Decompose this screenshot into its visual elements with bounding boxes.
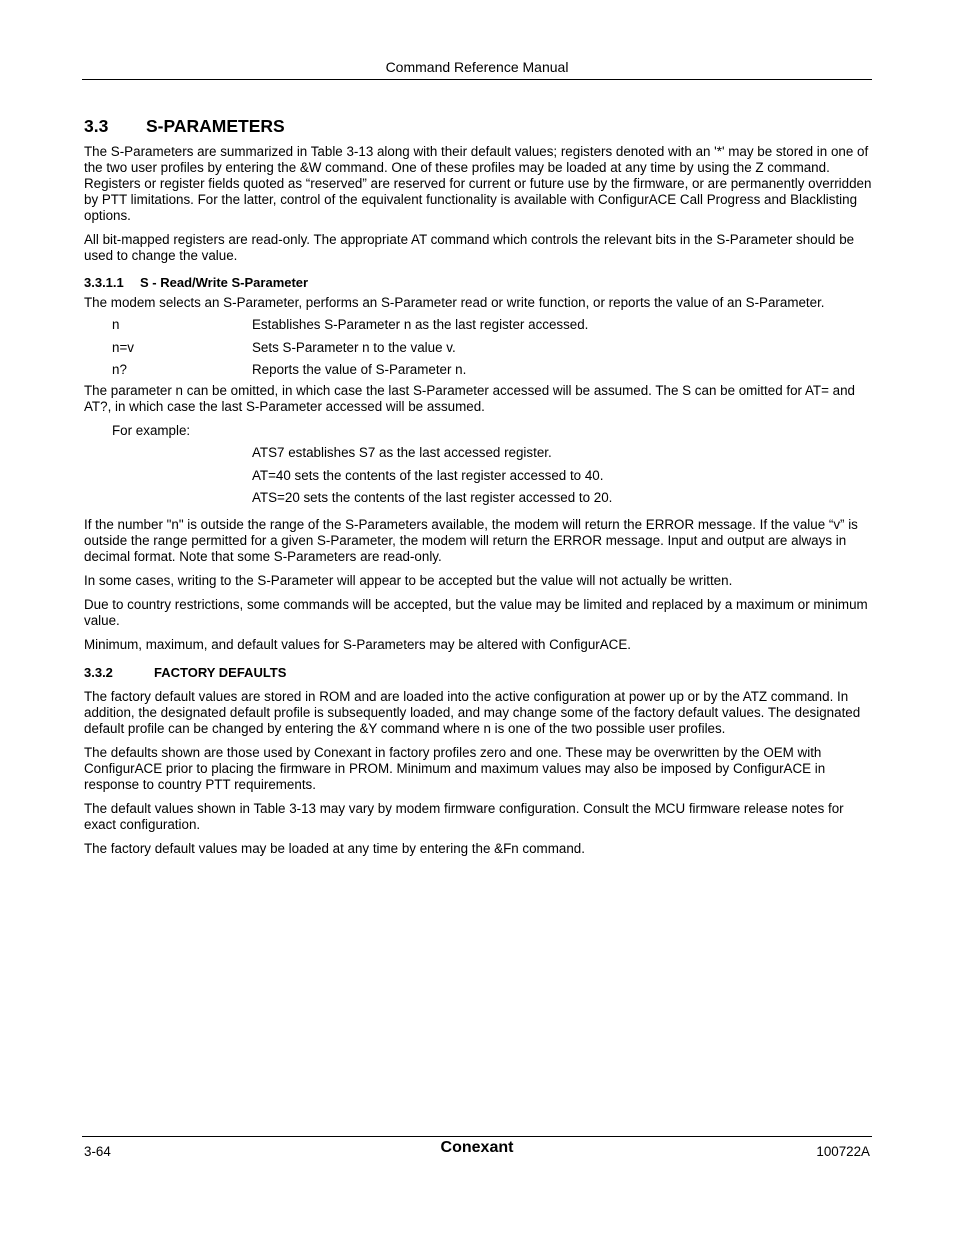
paragraph: All bit-mapped registers are read-only. The appropriate AT command which controls the relevant bits in the S-Parameter should be used to change the value. [84, 232, 855, 263]
page-content [84, 116, 872, 865]
footer-rule [82, 1136, 872, 1137]
paragraph: If the number "n" is outside the range of the S-Parameters available, the modem will return the ERROR message. If the value “v” is outside the range permitted for a given S-Parameter, the modem will return the ERROR message. Input and output are always in decimal format. Note that some S-Parameters are read-only. [84, 517, 858, 564]
subsection-heading [84, 275, 872, 291]
paragraph: The factory default values may be loaded at any time by entering the &Fn command. [84, 841, 585, 856]
paragraph: The parameter n can be omitted, in which case the last S-Parameter accessed will be assumed. The S can be omitted for AT= and AT?, in which case the last S-Parameter accessed will be assumed. [84, 383, 855, 414]
header-rule [82, 79, 872, 80]
definition-desc: Sets S-Parameter n to the value v. [252, 339, 456, 355]
paragraph: The factory default values are stored in ROM and are loaded into the active configuration at power up or by the ATZ command. In addition, the designated default profile is subsequently loaded, and may change some of the factory default values. The designated default profile can be changed by entering the &Y command where n is one of the two possible user profiles. [84, 689, 861, 736]
example-label: For example: [112, 423, 191, 438]
paragraph: The defaults shown are those used by Conexant in factory profiles zero and one. These may be overwritten by the OEM with ConfigurACE prior to placing the firmware in PROM. Minimum and maximum values may also be imposed by ConfigurACE in response to country PTT requirements. [84, 745, 826, 792]
paragraph: In some cases, writing to the S-Parameter will appear to be accepted but the value will not actually be written. [84, 573, 733, 588]
definition-list [112, 317, 872, 383]
definition-row [112, 340, 872, 363]
definition-term: n=v [112, 339, 134, 355]
definition-term: n? [112, 362, 127, 377]
example-line: ATS7 establishes S7 as the last accessed register. [252, 445, 552, 460]
subsection-number: 3.3.1.1 [84, 275, 124, 290]
paragraph: The S-Parameters are summarized in Table 3-13 along with their default values; registers denoted with an '*' may be stored in one of the two user profiles by entering the &W command. One of these profiles may be loaded at any time by using the Z command. Registers or register fields quoted as “reserved” are reserved for current or future use by the firmware, or are permanently overridden by PTT limitations. For the latter, control of the equivalent functionality is available with ConfigurACE Call Progress and Blacklisting options. [84, 144, 872, 223]
paragraph: Minimum, maximum, and default values for S-Parameters may be altered with ConfigurACE. [84, 637, 631, 652]
definition-row [112, 362, 872, 383]
definition-term: n [112, 317, 120, 332]
paragraph: The modem selects an S-Parameter, performs an S-Parameter read or write function, or reports the value of an S-Parameter. [84, 295, 825, 310]
example-line: AT=40 sets the contents of the last register accessed to 40. [252, 467, 604, 483]
subsection-title: FACTORY DEFAULTS [154, 665, 287, 680]
definition-row [112, 317, 872, 340]
example-line: ATS=20 sets the contents of the last register accessed to 20. [252, 490, 613, 505]
footer-company: Conexant [440, 1139, 514, 1156]
subsection-title: S - Read/Write S-Parameter [140, 275, 309, 290]
definition-desc: Establishes S-Parameter n as the last register accessed. [252, 317, 589, 332]
paragraph: The default values shown in Table 3-13 may vary by modem firmware configuration. Consult the MCU firmware release notes for exact configuration. [84, 801, 844, 832]
page-header-title: Command Reference Manual [385, 59, 569, 75]
section-heading [84, 116, 872, 136]
paragraph: Due to country restrictions, some commands will be accepted, but the value may be limited and replaced by a maximum or minimum value. [84, 597, 868, 628]
subsection-number: 3.3.2 [84, 665, 113, 680]
footer-page-number: 3-64 [84, 1144, 111, 1159]
section-title: S-PARAMETERS [146, 116, 285, 136]
definition-desc: Reports the value of S-Parameter n. [252, 362, 467, 377]
section-number: 3.3 [84, 116, 109, 136]
footer-doc-number: 100722A [816, 1144, 870, 1159]
subsection-heading [84, 665, 872, 681]
example-lines [252, 445, 872, 511]
